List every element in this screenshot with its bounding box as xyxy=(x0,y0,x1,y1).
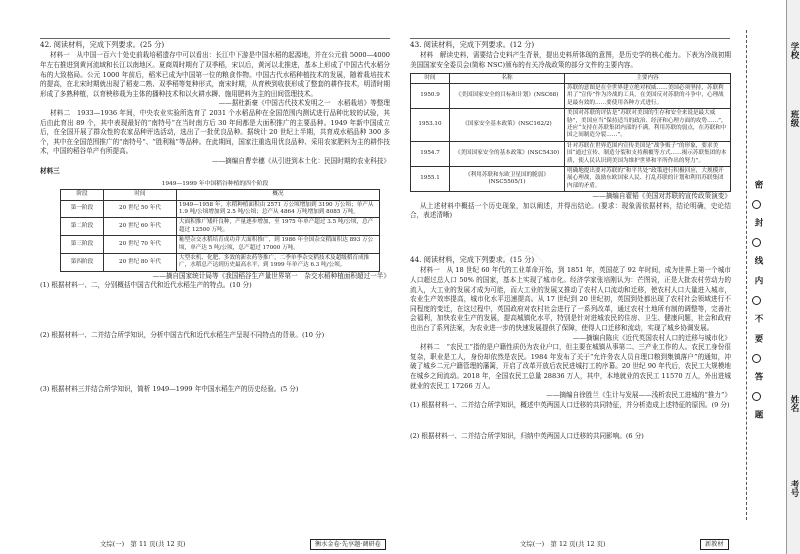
q43-task: 从上述材料中概括一个历史现象，加以阐述，并得出结论。(要求：现象需依据材料，结论明确，史论结合，表述清晰) xyxy=(410,201,731,220)
table-header: 阶段 xyxy=(61,190,104,200)
circle-mark xyxy=(752,392,761,401)
table-row xyxy=(61,253,380,271)
table-row xyxy=(411,84,731,109)
circle-mark xyxy=(752,238,761,247)
table-cell: 第四阶段 xyxy=(61,253,104,271)
q43-table xyxy=(410,73,731,193)
label-name: 姓名 xyxy=(789,395,799,412)
table-cell: 1954.7 xyxy=(411,141,450,166)
table-header: 时间 xyxy=(411,73,450,83)
label-class: 班级 xyxy=(789,110,799,127)
table-header-row xyxy=(61,190,380,200)
q42-sub-2: (2) 根据材料一、二并结合所学知识，分析中国古代和近代水稻生产呈现不同特点的背景。(10 分) xyxy=(40,330,325,339)
table-cell: 明确地提出要对苏联的“和平共处”政策进行积极回应，大规模开展心理战，鼓励东欧国家人民、打乱苏联的计划和利用苏联集团内部的矛盾。 xyxy=(565,167,731,192)
circle-mark xyxy=(752,296,761,305)
seal-char: 不 xyxy=(753,314,763,323)
table-header: 主要内容 xyxy=(565,73,731,83)
q42-table xyxy=(60,189,380,272)
table-cell: 20 世纪 60 年代 xyxy=(104,218,177,236)
right-page xyxy=(400,0,735,554)
q42-sub-1: (1) 根据材料一、二，分别概括中国古代和近代水稻生产的特点。(10 分) xyxy=(40,281,252,290)
q42-material-2: 材料二 1933—1936 年间，中央农业实验所选育了 2031 个水稻品种在全国范围内测试进行品种比较的试验，其后由此育出 89 个，其中表现最好的“南特号”在当时南方后 30 年间都是大面积推广的主要品种。1949 年新中国成立后，在全国开展了群众性的农家品种评选活动，选出了一批优良品种。据统计 20 世纪上半期，共育成水稻品种 300 多个，其中在全国范围推广的“南特号”、“胜利籼”等品种。在此期间，国家注重选用优良品种、采用农家肥料为主的耕作技术，中国的稻谷单产有所提高。 xyxy=(40,108,390,156)
table-cell: 第三阶段 xyxy=(61,236,104,254)
binding-strip xyxy=(740,0,800,554)
label-school: 学校 xyxy=(789,42,799,59)
q43-material: 材料 解读史料，需要结合史料产生背景，提出史料所体现的意图，是历史学的核心能力。下表为冷战初期美国国家安全委员会(简称 NSC)颁布的有关冷战政策的部分文件的主要内容。 xyxy=(410,51,731,69)
circle-mark xyxy=(752,200,761,209)
table-row xyxy=(61,236,380,254)
circle-mark xyxy=(752,354,761,363)
edition-badge xyxy=(700,539,729,548)
q44-heading: 44. 阅读材料，完成下列要求。(15 分) xyxy=(410,255,535,265)
table-cell: 20 世纪 50 年代 xyxy=(104,200,177,218)
answer-space xyxy=(40,291,390,331)
right-page-number: 文综(一) 第 12 页(共 12 页) xyxy=(520,540,606,548)
table-cell: 1950.9 xyxy=(411,84,450,109)
seal-char: 线 xyxy=(753,256,763,265)
table-cell: 美国对苏联的评估是“苏联对美国的生存和安全来说是最大威胁”，美国应当“保持适当的政治、经济和心理方面的攻势……”，还应“支持在苏联集团内部的不满，利用苏联的弱点，在苏联和中国之间制造分裂……”。 xyxy=(565,109,731,142)
table-cell: 1955.1 xyxy=(411,167,450,192)
q42-material-1: 材料一 从中国一百六十处史前栽培稻遗存中可以看出：长江中下游是中国水稻的起源地，并在公元前 5000—4000 年左右推进到黄河流域和长江以南地区。夏商周时期有了双季稻，宋以后，黄河以北推进，基本上形成了中国古代水稻分布的大致格局。公元 1000 年前后，稻米已成为中国第一位的粮食作物。中国古代水稻种植技术的发展，随着栽培技术的提高，在北宋时期就出现了稻麦二熟、双季稻等复种形式，南宋时期，从育秧到收获形成了整套的耕作技术，明清时期形成了多熟种植，以育秧移栽为主体的播种技术和以火耕水耨、施用肥料为主的田间管理技术。 xyxy=(40,51,390,98)
table-row xyxy=(411,141,731,166)
table-cell: 《国家安全基本政策》(NSC162/2) xyxy=(450,109,565,142)
answer-space xyxy=(410,221,731,255)
q44-material-1: 材料一 从 18 世纪 60 年代的工业革命开始，到 1851 年，英国花了 92 年时间，成为世界上第一个城市人口超过总人口 50% 的国家，基本上实现了城市化。经济学家张培刚认为：芒图说，正是大批农村劳动力的流入，大工业的发展才成为可能，而大工业的发展又推动了农村人口流动和迁移，使农村人口大量进入城市，农业生产效率提高，城市化水平迅速提高。从 17 世纪到 20 世纪初，英国到处都出现了农村社会领域进行不同程度的变迁，在这过程中，英国政府对农村社会进行了一系列改革，通过农村土地所有制的调整等，完善社会福利，加快农业生产的发展，提高城镇化水平，特别是针对进城农民的住房、卫生、健康问题，社会和政府也出台了系列法案，为农业进一步的快速发展提供了保障，使得人口迁移和流动，实现了城乡协调发展。 xyxy=(410,266,731,333)
q42-heading: 42. 阅读材料，完成下列要求。(25 分) xyxy=(40,40,165,49)
answer-space xyxy=(40,341,390,385)
q42-material-2-source: ——摘编自曹幸穗《从引进到本土化：民国时期的农业科技》 xyxy=(211,156,390,165)
table-cell: 针对苏联在世界范围内宣传美国是“战争贩子”的形象，要求美国“通过宣传、制造分裂和支持颠覆等方式……揭示苏联集团的本质，使人民认识到美国为维护世界和平所作出的努力”。 xyxy=(565,141,731,166)
seal-char: 答 xyxy=(753,372,763,381)
table-header: 名称 xyxy=(450,73,565,83)
table-row xyxy=(61,218,380,236)
table-cell: 20 世纪 70 年代 xyxy=(104,236,177,254)
label-id: 考号 xyxy=(789,480,799,497)
table-row xyxy=(411,109,731,142)
table-cell: 20 世纪 80 年代 xyxy=(104,253,177,271)
table-header: 时间 xyxy=(104,190,177,200)
q42-table-caption: 1949—1999 年中国稻谷种植的四个阶段 xyxy=(161,181,269,188)
q44-sub-1: (1) 根据材料一、二并结合所学知识，概述中英两国人口迁移的共同特征，并分析造成上述特征的原因。(9 分) xyxy=(410,400,730,409)
table-header: 概况 xyxy=(177,190,380,200)
table-cell: 1953.10 xyxy=(411,109,450,142)
left-page-number: 文综(一) 第 11 页(共 12 页) xyxy=(100,540,186,548)
table-cell: 籼型杂交水稻培育成功并大面积推广，到 1986 年全国杂交稻面积达 893 万公顷，单产达 5 吨/公顷，总产超过 17000 万吨。 xyxy=(177,236,380,254)
watermark-emblem xyxy=(495,250,547,302)
table-cell: 《美国国家安全的基本政策》(NSC5430) xyxy=(450,141,565,166)
edge-band xyxy=(786,0,800,554)
top-rule xyxy=(40,38,390,39)
q42-table-source: ——摘自国家统计局等《我国稻谷生产量世界第一 杂交水稻种植面积超过一半》 xyxy=(152,271,390,280)
top-rule xyxy=(410,38,730,39)
q44-sub-2: (2) 根据材料一、二并结合所学知识，归纳中英两国人口迁移的共同影响。(6 分) xyxy=(410,432,644,441)
table-cell: 第一阶段 xyxy=(61,200,104,218)
q44-material-1-source: ——摘编自陈庆《近代英国农村人口的迁移与城市化》 xyxy=(572,333,731,342)
table-cell: 1949—1958 年，水稻种植面积由 2571 万公顷增加到 3190 万公顷；单产从 1.9 吨/公顷增加到 2.5 吨/公顷；总产从 4864 万吨增加到 8085 万吨。 xyxy=(177,200,380,218)
table-cell: 《利用苏联和东欧卫星国的脆弱》(NSC5505/1) xyxy=(450,167,565,192)
table-cell: 大面积推广矮秆良种，产量逐步增加，至 1975 年单产超过 3.5 吨/公顷，总产超过 12500 万吨。 xyxy=(177,218,380,236)
seal-char: 密 xyxy=(753,180,763,189)
table-header-row xyxy=(411,73,731,83)
seal-char: 封 xyxy=(753,218,763,227)
seal-char: 题 xyxy=(753,410,763,419)
table-row xyxy=(411,167,731,192)
answer-space xyxy=(410,410,731,432)
table-row xyxy=(61,200,380,218)
table-cell: 苏联的意图是在全世界建立绝对权威……美国必须坚持，苏联利用了“宣传”作为冷战的工具，在美国反对苏联的斗争中，心理战是最有效的……要使用各种方式进行。 xyxy=(565,84,731,109)
q43-source: ——摘编自翟韬《美国对苏联的宣传政策演变》 xyxy=(592,192,731,201)
q44-material-2: 材料二 “农民工”指的是户籍性质仍为农业户口，但主要在城镇从事第二、三产业工作的人。农民工身份很复杂，职业是工人，身份却依然是农民。1984 年发布了关于“允许务农人员自理口粮到集镇落户”的通知，冲破了城乡二元户籍管理的藩篱，开启了改革开放后农民进城打工的序幕。20 世纪 90 年代后，农民工大规模地在城乡之间流动。2018 年，全国农民工总量 28836 万人，其中，本地就业的农民工 11570 万人，外出进城就业的农民工 17266 万人。 xyxy=(410,343,731,390)
q42-material-1-source: ——据杜新豪《中国古代技术发明之一 水稻栽培》等整理 xyxy=(218,99,390,108)
table-cell: 大型农机、化肥、多效的新农药等推广，二季单季杂交稻技术及超级稻育成推广，水稻总产达到历史最高水平，到 1999 年单产达 6.3 吨/公顷。 xyxy=(177,253,380,271)
badge-text: 新教材 xyxy=(700,539,729,550)
seal-char: 要 xyxy=(753,334,763,343)
seal-char: 内 xyxy=(753,276,763,285)
table-cell: 《美国国家安全的目标和计划》(NSC68) xyxy=(450,84,565,109)
q42-sub-3: (3) 根据材料三并结合所学知识，简析 1949—1999 年中国水稻生产的历史经验。(5 分) xyxy=(40,384,299,393)
cut-line xyxy=(746,30,747,520)
left-page xyxy=(0,0,398,554)
q42-material-3-label: 材料三 xyxy=(40,166,60,175)
q44-material-2-source: ——摘编自徐胜兰《生计与发展——浅析农民工进城的“推力”》 xyxy=(546,391,731,400)
stamp-text: 衡水金卷·先享题·调研卷 xyxy=(310,539,386,550)
q43-heading: 43. 阅读材料，完成下列要求。(12 分) xyxy=(410,40,535,49)
exam-stamp xyxy=(310,539,386,548)
table-cell: 第二阶段 xyxy=(61,218,104,236)
